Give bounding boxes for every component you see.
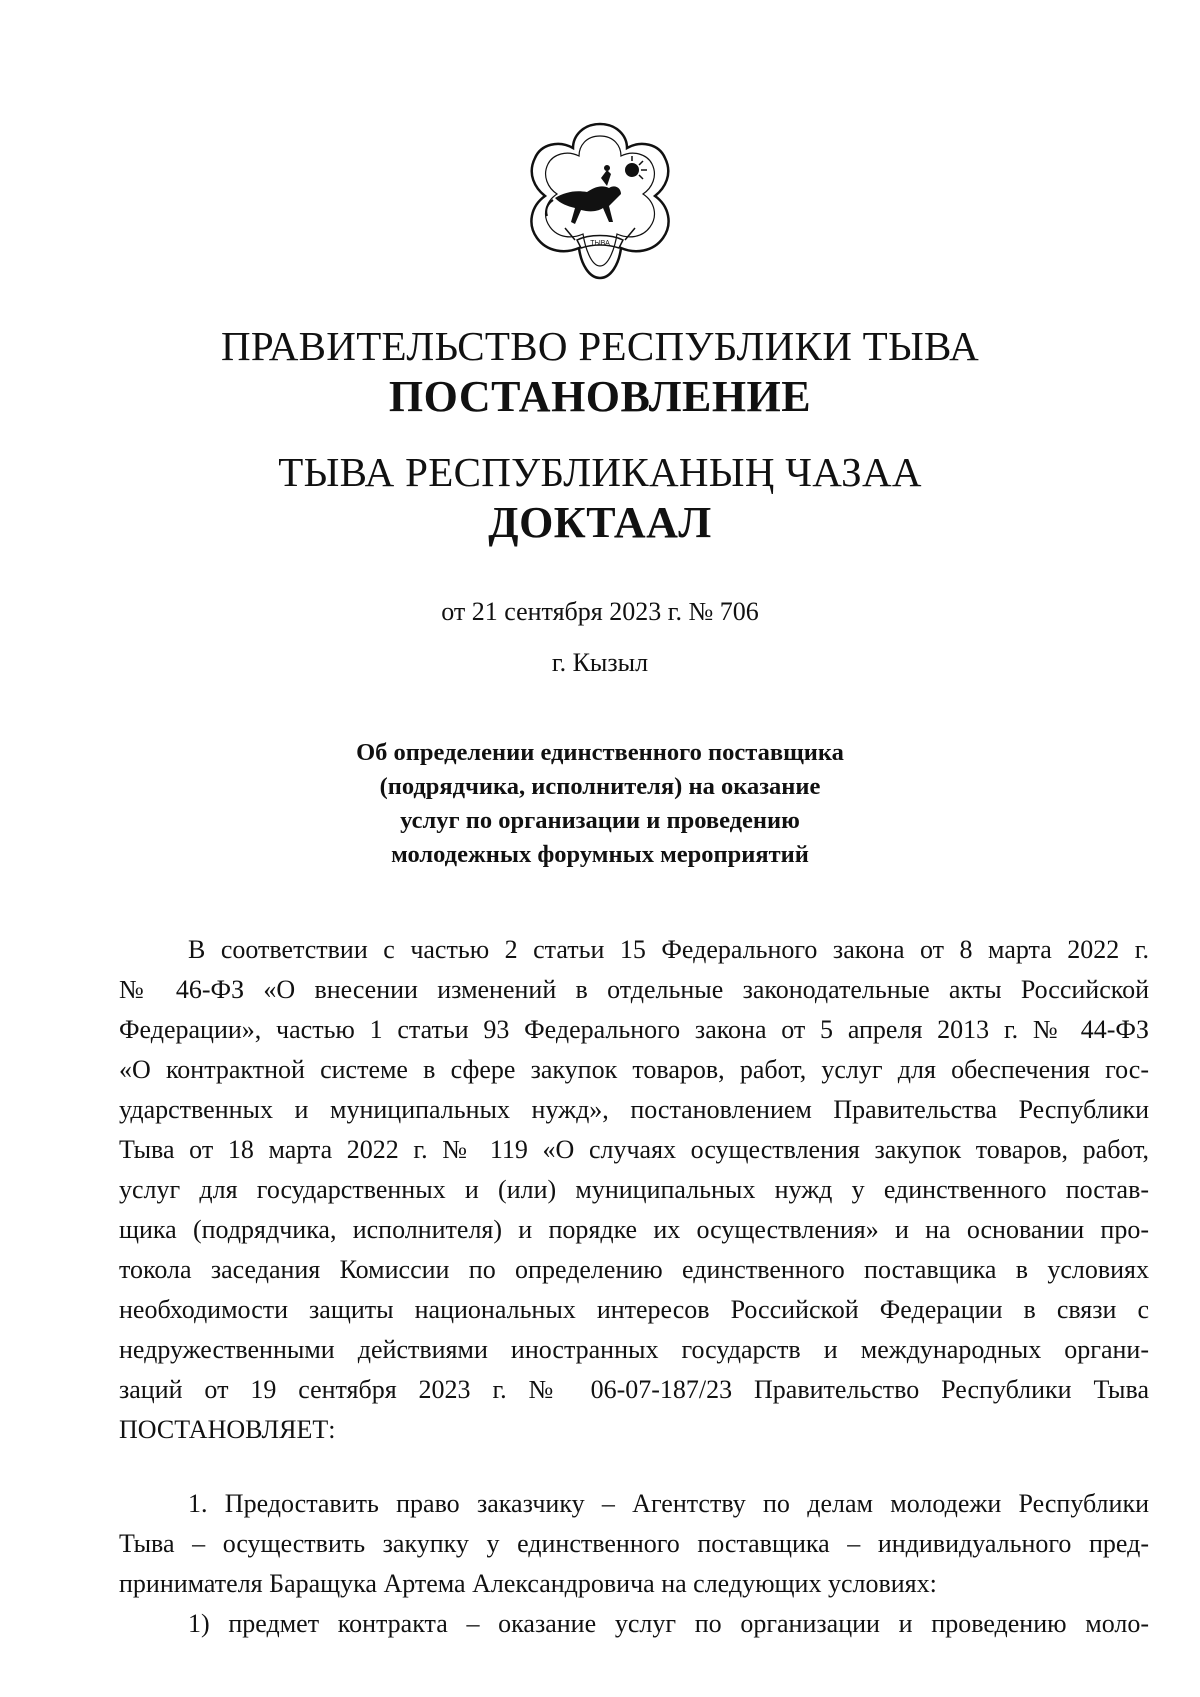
government-title-tyv: ТЫВА РЕСПУБЛИКАНЫҢ ЧАЗАА (278, 449, 922, 495)
body-line: Тыва от 18 марта 2022 г. № 119 «О случаях осуществления закупок товаров, работ, (119, 1135, 1149, 1164)
title-line: молодежных форумных мероприятий (391, 841, 809, 868)
body-line: ударственных и муниципальных нужд», постановлением Правительства Республики (119, 1095, 1149, 1124)
svg-text:ТЫВА: ТЫВА (590, 240, 610, 247)
body-line: недружественными действиями иностранных государств и международных органи- (119, 1335, 1149, 1364)
government-title-ru: ПРАВИТЕЛЬСТВО РЕСПУБЛИКИ ТЫВА (220, 323, 980, 369)
body-line: «О контрактной системе в сфере закупок товаров, работ, услуг для обеспечения гос- (119, 1055, 1149, 1084)
body-line: № 46-ФЗ «О внесении изменений в отдельные законодательные акты Российской (119, 975, 1149, 1004)
body-line: Федерации», частью 1 статьи 93 Федерального закона от 5 апреля 2013 г. № 44-ФЗ (119, 1015, 1149, 1044)
title-line: Об определении единственного поставщика (356, 739, 844, 766)
title-line: (подрядчика, исполнителя) на оказание (379, 773, 821, 800)
body-line: необходимости защиты национальных интересов Российской Федерации в связи с (119, 1295, 1149, 1324)
body-line: 1) предмет контракта – оказание услуг по организации и проведению моло- (188, 1609, 1149, 1638)
title-line: услуг по организации и проведению (400, 807, 800, 834)
body-line: токола заседания Комиссии по определению единственного поставщика в условиях (119, 1255, 1149, 1284)
body-line: услуг для государственных и (или) муниципальных нужд у единственного постав- (119, 1175, 1149, 1204)
body-line: заций от 19 сентября 2023 г. № 06-07-187/23 Правительство Республики Тыва (119, 1375, 1149, 1404)
document-type-tyv: ДОКТААЛ (488, 498, 712, 547)
tuva-emblem-icon (517, 118, 683, 284)
document-body (119, 930, 1149, 1644)
document-date-number: от 21 сентября 2023 г. № 706 (441, 597, 759, 626)
body-line: щика (подрядчика, исполнителя) и порядке их осуществления» и на основании про- (119, 1215, 1149, 1244)
document-type-ru: ПОСТАНОВЛЕНИЕ (388, 372, 812, 421)
preamble-paragraph (119, 930, 1149, 1450)
body-line: В соответствии с частью 2 статьи 15 Федерального закона от 8 марта 2022 г. (188, 935, 1149, 964)
body-line: Тыва – осуществить закупку у единственного поставщика – индивидуального пред- (119, 1529, 1149, 1558)
body-line: принимателя Баращука Артема Александровича на следующих условиях: (119, 1569, 937, 1598)
clause-1-paragraph (119, 1484, 1149, 1644)
document-city: г. Кызыл (551, 648, 649, 677)
body-line: ПОСТАНОВЛЯЕТ: (119, 1415, 336, 1444)
document-title (300, 736, 900, 872)
body-line: 1. Предоставить право заказчику – Агентству по делам молодежи Республики (188, 1489, 1149, 1518)
